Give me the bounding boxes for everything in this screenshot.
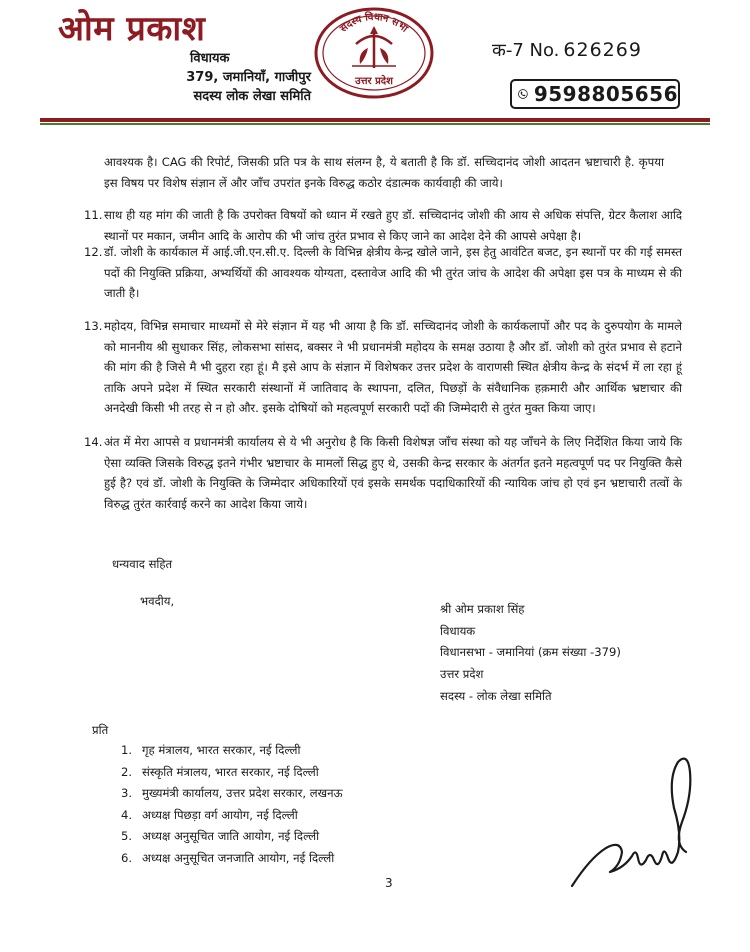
paragraph-14 xyxy=(84,432,682,514)
phone-icon xyxy=(518,84,528,104)
paragraph-number: 11. xyxy=(84,208,103,222)
list-item: 4. अध्यक्ष पिछड़ा वर्ग आयोग, नई दिल्ली xyxy=(120,807,298,822)
signatory-name: श्री ओम प्रकाश सिंह xyxy=(440,602,525,616)
list-item: 3. मुख्यमंत्री कार्यालय, उत्तर प्रदेश सरकार, लखनऊ xyxy=(120,786,343,800)
assembly-seal xyxy=(312,6,436,100)
header-rule-bottom xyxy=(40,123,710,125)
header-rule-top xyxy=(40,118,710,122)
handwritten-signature xyxy=(560,748,710,898)
letterhead-address: 379, जमानियाँ, गाजीपुर xyxy=(186,70,311,85)
signatory-designation: विधायक xyxy=(440,624,476,638)
page-number: 3 xyxy=(385,876,393,890)
reference-number xyxy=(492,38,642,62)
copy-to-list xyxy=(108,740,343,869)
paragraph-13 xyxy=(84,316,682,419)
paragraph-continuation: आवश्यक है। CAG की रिपोर्ट, जिसकी प्रति पत्र के साथ संलग्न है, ये बताती है कि डॉ. सच्चिदानंद जोशी आदतन भ्रष्टाचारी है. कृपया इस विषय पर विशेष संज्ञान लें और जाँच उपरांत इनके विरुद्ध कठोर दंडात्मक कार्यवाही की जाये। xyxy=(104,155,664,190)
signatory-state: उत्तर प्रदेश xyxy=(440,667,484,681)
paragraph-text: महोदय, विभिन्न समाचार माध्यमों से मेरे संज्ञान में यह भी आया है कि डॉ. सच्चिदानंद जोशी के कार्यकलापों और पद के दुरुपयोग के मामले को माननीय श्री सुधाकर सिंह, लोकसभा सांसद, बक्सर ने भी प्रधानमंत्री महोदय के समक्ष उठाया है और डॉ. जोशी को तुरंत प्रभाव से हटाने की मांग की है जिसे मै भी दुहरा रहा हूं। मै इसे आप के संज्ञान में विशेषकर उत्तर प्रदेश के वाराणसी स्थित क्षेत्रीय केन्द्र के संदर्भ में ला रहा हूं ताकि अपने प्रदेश में स्थित सरकारी संस्थानों में जातिवाद के स्थापना, दलित, पिछड़ों के संवैधानिक हक़मारी और आर्थिक भ्रष्टाचार की अनदेखी किसी भी तरह से न हो और. इसके दोषियों को महत्वपूर्ण सरकारी पदों की जिम्मेदारी से तुरंत मुक्त किया जाए। xyxy=(104,319,682,415)
ref-number: 626269 xyxy=(563,39,642,61)
phone-box xyxy=(510,79,680,109)
letterhead-committee: सदस्य लोक लेखा समिति xyxy=(193,89,311,104)
seal-top-text: सदस्य विधान सभा xyxy=(338,11,410,35)
paragraph-number: 14. xyxy=(84,435,103,449)
list-item: 1. गृह मंत्रालय, भारत सरकार, नई दिल्ली xyxy=(120,743,301,757)
letterhead-designation: विधायक xyxy=(190,51,230,66)
letterhead-name: ओम प्रकाश xyxy=(58,9,206,49)
paragraph-number: 13. xyxy=(84,319,103,333)
seal-bottom-text: उत्तर प्रदेश xyxy=(355,76,393,87)
phone-number: 9598805656 xyxy=(533,82,678,106)
paragraph-number: 12. xyxy=(84,245,103,259)
closing-salutation: धन्यवाद सहित xyxy=(112,557,173,571)
paragraph-text: अंत में मेरा आपसे व प्रधानमंत्री कार्यालय से ये भी अनुरोध है कि किसी विशेषज्ञ जाँच संस्था को यह जाँचने के लिए निर्देशित किया जाये कि ऐसा व्यक्ति जिसके विरुद्ध इतने गंभीर भ्रष्टाचार के मामलों सिद्ध हुए थे, उसकी केन्द्र सरकार के अंतर्गत इतने महत्वपूर्ण पद पर नियुक्ति कैसे हुई है? एवं डॉ. जोशी के नियुक्ति के जिम्मेदार अधिकारियों एवं इसके समर्थक पदाधिकारियों की न्यायिक जांच हो एवं इन भ्रष्टाचारी तत्वों के विरुद्ध तुरंत कार्रवाई करने का आदेश किया जाये। xyxy=(104,435,682,511)
paragraph-11 xyxy=(84,205,682,246)
emblem-icon xyxy=(352,26,396,68)
signatory-committee: सदस्य - लोक लेखा समिति xyxy=(440,689,552,703)
paragraph-text: डॉ. जोशी के कार्यकाल में आई.जी.एन.सी.ए. दिल्ली के विभिन्न क्षेत्रीय केन्द्र खोले जाने, इस हेतु आवंटित बजट, इन स्थानों पर की गई समस्त पदों की नियुक्ति प्रक्रिया, अभ्यर्थियों की आवश्यक योग्यता, दस्तावेज आदि की भी तुरंत जांच के आदेश की अपेक्षा इस पत्र के माध्यम से की जाती है। xyxy=(104,245,682,300)
signatory-constituency: विधानसभा - जमानियां (क्रम संख्या -379) xyxy=(440,645,621,659)
list-item: 5. अध्यक्ष अनुसूचित जाति आयोग, नई दिल्ली xyxy=(120,829,320,843)
yours-faithfully: भवदीय, xyxy=(140,594,175,608)
list-item: 6. अध्यक्ष अनुसूचित जनजाति आयोग, नई दिल्ली xyxy=(120,850,335,865)
paragraph-12 xyxy=(84,242,682,304)
paragraph-text: साथ ही यह मांग की जाती है कि उपरोक्त विषयों को ध्यान में रखते हुए डॉ. सच्चिदानंद जोशी की आय से अधिक संपत्ति, ग्रेटर कैलाश आदि स्थानों पर मकान, जमीन आदि के आरोप की भी जांच तुरंत प्रभाव से किए जाने का आदेश देने की आपसे अपेक्षा है। xyxy=(104,208,682,243)
copy-to-label: प्रति xyxy=(92,723,109,737)
ref-label: क-7 No. xyxy=(492,40,560,61)
list-item: 2. संस्कृति मंत्रालय, भारत सरकार, नई दिल्ली xyxy=(120,764,319,779)
